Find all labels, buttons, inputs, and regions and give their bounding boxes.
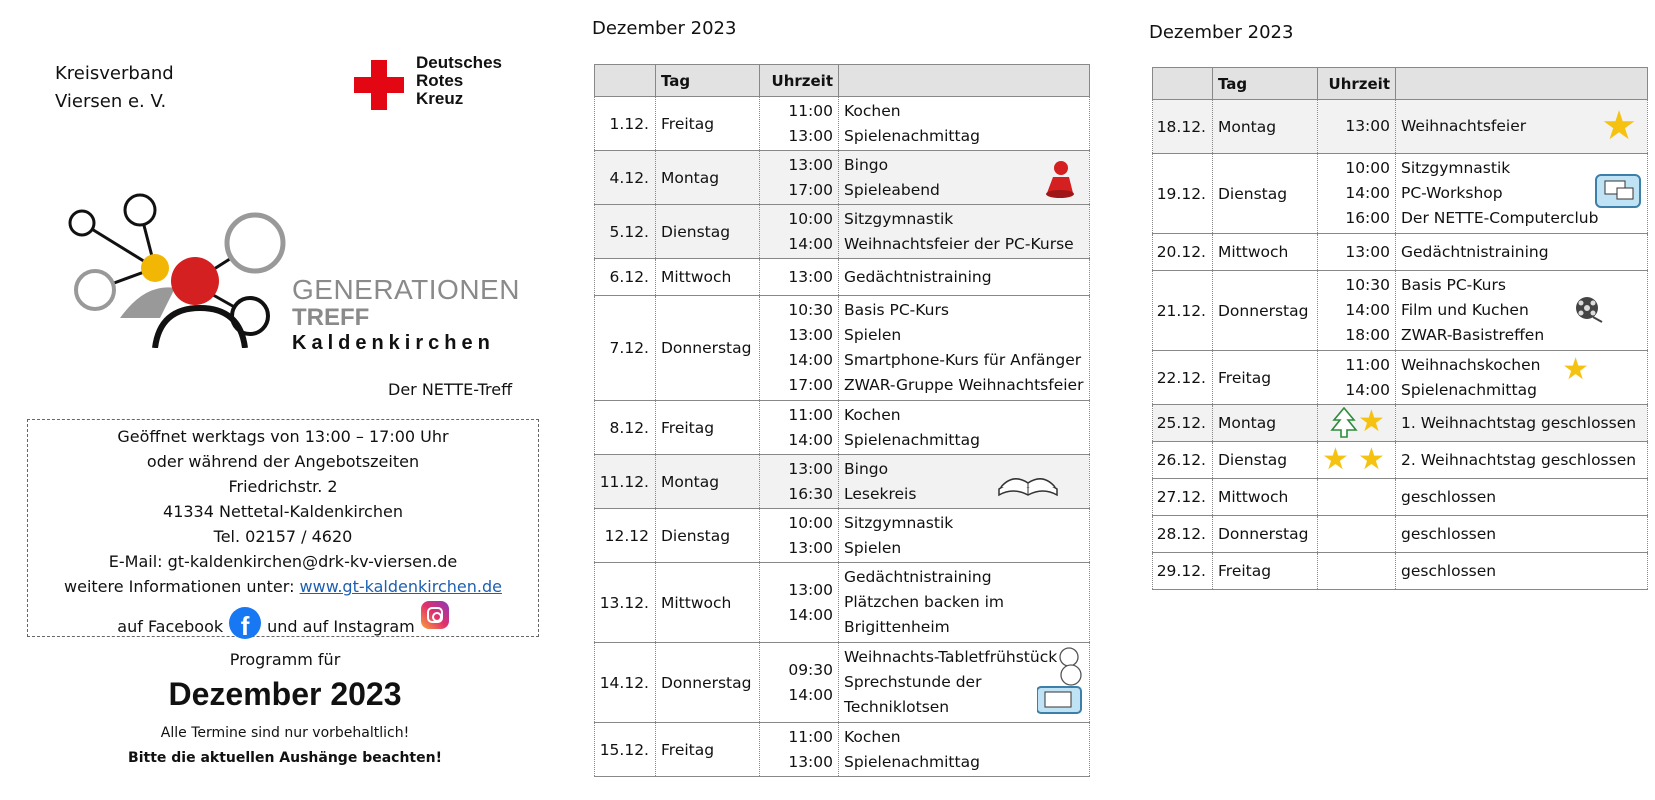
wordmark-line-2: TREFF xyxy=(292,304,370,331)
time-value: 17:00 xyxy=(788,376,833,394)
email: E-Mail: gt-kaldenkirchen@drk-kv-viersen.de xyxy=(108,552,458,571)
program-title: Dezember 2023 xyxy=(168,676,402,712)
date-cell: 5.12. xyxy=(595,205,656,259)
date-cell: 11.12. xyxy=(595,455,656,509)
table-row xyxy=(1153,271,1648,351)
time-value: 17:00 xyxy=(788,180,833,199)
wordmark-line-1: GENERATIONEN xyxy=(292,274,520,305)
date-cell: 13.12. xyxy=(595,563,656,643)
day-cell: Donnerstag xyxy=(1213,271,1318,351)
time-cell xyxy=(760,205,839,259)
day-cell: Freitag xyxy=(1213,351,1318,405)
instagram-icon[interactable] xyxy=(421,601,449,629)
activity-value: Spielenachmittag xyxy=(844,752,980,771)
date-cell: 25.12. xyxy=(1153,405,1213,442)
activity-cell xyxy=(839,643,1090,723)
time-value: 11:00 xyxy=(788,101,833,120)
time-cell xyxy=(760,259,839,296)
time-value: 11:00 xyxy=(788,727,833,746)
activity-value: Der NETTE-Computerclub xyxy=(1401,209,1599,227)
activity-cell xyxy=(1396,516,1648,553)
activity-cell xyxy=(1396,479,1648,516)
activity-cell xyxy=(839,97,1090,151)
activity-value: Basis PC-Kurs xyxy=(844,301,949,319)
film-reel-icon xyxy=(1573,295,1603,331)
time-cell xyxy=(1318,405,1396,442)
org-line-1: Kreisverband xyxy=(55,63,174,84)
red-cross-icon xyxy=(354,60,404,110)
day-cell: Mittwoch xyxy=(656,259,760,296)
date-cell: 21.12. xyxy=(1153,271,1213,351)
time-value: 14:00 xyxy=(788,351,833,369)
activity-value: 1. Weihnachtstag geschlossen xyxy=(1401,413,1637,432)
activity-cell xyxy=(839,205,1090,259)
date-cell: 19.12. xyxy=(1153,154,1213,234)
activity-cell xyxy=(1396,553,1648,590)
opening-alt: oder während der Angebotszeiten xyxy=(146,452,420,471)
table-row xyxy=(1153,516,1648,553)
date-cell: 22.12. xyxy=(1153,351,1213,405)
table-row xyxy=(1153,234,1648,271)
activity-value: Techniklotsen xyxy=(844,698,950,716)
time-value: 13:00 xyxy=(788,459,833,478)
opening-hours: Geöffnet werktags von 13:00 – 17:00 Uhr xyxy=(117,427,449,446)
time-value: 14:00 xyxy=(1345,380,1390,399)
activity-value: Lesekreis xyxy=(844,484,917,503)
time-cell xyxy=(1318,479,1396,516)
program-for-label: Programm für xyxy=(229,650,341,669)
time-value: 13:00 xyxy=(788,267,833,286)
table-row xyxy=(595,723,1090,777)
time-value: 10:00 xyxy=(788,513,833,532)
activity-value: Spielenachmittag xyxy=(844,430,980,449)
time-cell xyxy=(1318,100,1396,154)
date-cell: 20.12. xyxy=(1153,234,1213,271)
activity-value: Gedächtnistraining xyxy=(1401,242,1549,261)
game-piece-icon xyxy=(1041,159,1077,207)
time-cell xyxy=(760,296,839,401)
activity-value: Bingo xyxy=(844,155,889,174)
activity-cell xyxy=(1396,405,1648,442)
day-cell: Dienstag xyxy=(656,205,760,259)
time-value: 14:00 xyxy=(1345,301,1390,319)
date-cell: 4.12. xyxy=(595,151,656,205)
table-row xyxy=(595,97,1090,151)
activity-value: Sitzgymnastik xyxy=(1401,159,1511,177)
table-row xyxy=(595,296,1090,401)
activity-value: Gedächtnistraining xyxy=(844,568,992,586)
right-month-heading: Dezember 2023 xyxy=(1149,22,1294,43)
nette-treff-label: Der NETTE-Treff xyxy=(388,380,513,399)
time-value: 13:00 xyxy=(788,580,833,599)
day-cell: Freitag xyxy=(1213,553,1318,590)
facebook-label: auf Facebook xyxy=(117,617,224,636)
book-icon xyxy=(997,465,1059,507)
date-cell: 28.12. xyxy=(1153,516,1213,553)
more-info-prefix: weitere Informationen unter: xyxy=(64,577,300,596)
table-row xyxy=(595,151,1090,205)
day-cell: Freitag xyxy=(656,97,760,151)
time-cell xyxy=(1318,271,1396,351)
time-cell xyxy=(1318,351,1396,405)
activity-value: Kochen xyxy=(844,101,901,120)
time-cell xyxy=(760,643,839,723)
date-cell: 26.12. xyxy=(1153,442,1213,479)
activity-cell xyxy=(1396,100,1648,154)
star-icon: ★ xyxy=(1322,442,1349,477)
time-cell xyxy=(760,401,839,455)
activity-value: Kochen xyxy=(844,405,901,424)
info-box xyxy=(27,419,539,637)
notice: Bitte die aktuellen Aushänge beachten! xyxy=(128,750,442,766)
day-cell: Donnerstag xyxy=(656,643,760,723)
day-cell: Mittwoch xyxy=(1213,234,1318,271)
activity-value: Plätzchen backen im xyxy=(844,593,1004,611)
time-cell xyxy=(1318,154,1396,234)
time-value: 11:00 xyxy=(1345,355,1390,374)
date-cell: 7.12. xyxy=(595,296,656,401)
activity-cell xyxy=(1396,234,1648,271)
time-value: 14:00 xyxy=(788,430,833,449)
table-row xyxy=(595,259,1090,296)
table-row xyxy=(1153,553,1648,590)
activity-value: Bingo xyxy=(844,459,889,478)
activity-value: Weihnachtsfeier der PC-Kurse xyxy=(844,234,1074,253)
day-cell: Montag xyxy=(1213,405,1318,442)
table-row xyxy=(1153,442,1648,479)
schedule-table-first-half xyxy=(594,64,1090,777)
time-cell xyxy=(760,151,839,205)
date-cell: 14.12. xyxy=(595,643,656,723)
header-uhrzeit: Uhrzeit xyxy=(760,65,839,97)
time-value: 18:00 xyxy=(1345,326,1390,344)
telephone: Tel. 02157 / 4620 xyxy=(213,527,353,546)
time-cell xyxy=(1318,516,1396,553)
drk-text-line-1: Deutsches xyxy=(416,53,502,72)
activity-cell xyxy=(1396,442,1648,479)
day-cell: Dienstag xyxy=(1213,442,1318,479)
day-cell: Mittwoch xyxy=(1213,479,1318,516)
time-value: 13:00 xyxy=(788,538,833,557)
activity-cell xyxy=(839,259,1090,296)
activity-value: Spielen xyxy=(844,326,902,344)
org-line-2: Viersen e. V. xyxy=(55,91,167,112)
wordmark-line-3: Kaldenkirchen xyxy=(292,332,495,354)
star-icon: ★ xyxy=(1601,103,1637,149)
header-date xyxy=(1153,68,1213,100)
day-cell: Montag xyxy=(656,151,760,205)
activity-value: geschlossen xyxy=(1401,524,1497,543)
activity-value: Kochen xyxy=(844,727,901,746)
table-row xyxy=(595,205,1090,259)
star-icon: ★ xyxy=(1358,442,1385,477)
header-tag: Tag xyxy=(656,65,760,97)
activity-cell xyxy=(839,401,1090,455)
time-value: 13:00 xyxy=(1345,117,1390,135)
activity-value: Sitzgymnastik xyxy=(844,513,954,532)
activity-cell xyxy=(839,723,1090,777)
drk-text-line-3: Kreuz xyxy=(416,89,464,108)
time-value: 13:00 xyxy=(788,155,833,174)
header-uhrzeit: Uhrzeit xyxy=(1318,68,1396,100)
day-cell: Dienstag xyxy=(656,509,760,563)
day-cell: Donnerstag xyxy=(1213,516,1318,553)
time-value: 10:00 xyxy=(788,209,833,228)
time-cell xyxy=(1318,442,1396,479)
date-cell: 12.12 xyxy=(595,509,656,563)
table-row xyxy=(595,643,1090,723)
time-cell xyxy=(1318,234,1396,271)
disclaimer: Alle Termine sind nur vorbehaltlich! xyxy=(160,725,410,741)
activity-cell xyxy=(839,151,1090,205)
organization-name xyxy=(55,60,174,116)
computer-icon xyxy=(1595,174,1641,216)
day-cell: Montag xyxy=(656,455,760,509)
activity-value: Sitzgymnastik xyxy=(844,209,954,228)
time-value: 14:00 xyxy=(788,685,833,704)
table-row xyxy=(595,401,1090,455)
street: Friedrichstr. 2 xyxy=(228,477,338,496)
activity-cell xyxy=(1396,351,1648,405)
time-value: 10:00 xyxy=(1345,159,1390,177)
star-icon: ★ xyxy=(1562,352,1589,387)
drk-text-line-2: Rotes xyxy=(416,71,464,90)
table-row xyxy=(595,563,1090,643)
activity-value: Spielenachmittag xyxy=(1401,380,1537,399)
time-value: 11:00 xyxy=(788,405,833,424)
star-icon: ★ xyxy=(1358,404,1385,439)
activity-value: PC-Workshop xyxy=(1401,184,1503,202)
website-link[interactable]: www.gt-kaldenkirchen.de xyxy=(299,577,502,596)
activity-value: Weihnachskochen xyxy=(1401,355,1541,374)
tablet-breakfast-icon xyxy=(1037,645,1087,723)
date-cell: 8.12. xyxy=(595,401,656,455)
time-value: 14:00 xyxy=(788,234,833,253)
time-value: 14:00 xyxy=(1345,184,1390,202)
time-value: 16:30 xyxy=(788,484,833,503)
time-value: 10:30 xyxy=(788,301,833,319)
time-value: 09:30 xyxy=(788,660,833,679)
activity-value: geschlossen xyxy=(1401,561,1497,580)
table-row xyxy=(595,509,1090,563)
time-cell xyxy=(760,723,839,777)
time-value: 13:00 xyxy=(788,326,833,344)
time-value: 16:00 xyxy=(1345,209,1390,227)
table-row xyxy=(1153,479,1648,516)
table-row xyxy=(595,455,1090,509)
time-value: 13:00 xyxy=(788,126,833,145)
activity-value: Weihnachts-Tabletfrühstück xyxy=(844,648,1058,666)
activity-value: Weihnachtsfeier xyxy=(1401,117,1527,135)
time-value: 13:00 xyxy=(1345,242,1390,261)
activity-value: Spielenachmittag xyxy=(844,126,980,145)
activity-value: Spieleabend xyxy=(844,180,940,199)
date-cell: 18.12. xyxy=(1153,100,1213,154)
generationentreff-logo-icon xyxy=(60,188,290,348)
table-row xyxy=(1153,351,1648,405)
activity-value: geschlossen xyxy=(1401,487,1497,506)
generationentreff-wordmark xyxy=(292,275,520,355)
day-cell: Montag xyxy=(1213,100,1318,154)
more-info xyxy=(28,574,538,599)
header-activity xyxy=(1396,68,1648,100)
social-row xyxy=(28,601,538,639)
header-tag: Tag xyxy=(1213,68,1318,100)
activity-value: 2. Weihnachtstag geschlossen xyxy=(1401,450,1637,469)
instagram-label: und auf Instagram xyxy=(267,617,415,636)
day-cell: Freitag xyxy=(656,401,760,455)
day-cell: Freitag xyxy=(656,723,760,777)
middle-month-heading: Dezember 2023 xyxy=(592,18,737,39)
activity-cell xyxy=(839,455,1090,509)
activity-cell xyxy=(839,509,1090,563)
activity-cell xyxy=(839,296,1090,401)
date-cell: 27.12. xyxy=(1153,479,1213,516)
facebook-icon[interactable]: f xyxy=(229,607,261,639)
activity-value: Gedächtnistraining xyxy=(844,267,992,286)
time-cell xyxy=(760,97,839,151)
time-value: 13:00 xyxy=(788,752,833,771)
table-row xyxy=(1153,405,1648,442)
activity-value: ZWAR-Basistreffen xyxy=(1401,326,1545,344)
activity-value: Sprechstunde der xyxy=(844,673,982,691)
time-value: 10:30 xyxy=(1345,276,1390,294)
time-cell xyxy=(760,563,839,643)
date-cell: 15.12. xyxy=(595,723,656,777)
table-row xyxy=(1153,154,1648,234)
date-cell: 29.12. xyxy=(1153,553,1213,590)
date-cell: 6.12. xyxy=(595,259,656,296)
time-cell xyxy=(1318,553,1396,590)
drk-logo xyxy=(354,54,502,110)
day-cell: Dienstag xyxy=(1213,154,1318,234)
activity-value: Brigittenheim xyxy=(844,618,950,636)
date-cell: 1.12. xyxy=(595,97,656,151)
day-cell: Mittwoch xyxy=(656,563,760,643)
time-cell xyxy=(760,455,839,509)
activity-value: Spielen xyxy=(844,538,902,557)
activity-value: ZWAR-Gruppe Weihnachtsfeier xyxy=(844,376,1084,394)
activity-cell xyxy=(1396,154,1648,234)
activity-value: Basis PC-Kurs xyxy=(1401,276,1506,294)
schedule-table-second-half xyxy=(1152,67,1648,590)
day-cell: Donnerstag xyxy=(656,296,760,401)
time-cell xyxy=(760,509,839,563)
time-value: 14:00 xyxy=(788,605,833,624)
table-row xyxy=(1153,100,1648,154)
activity-value: Smartphone-Kurs für Anfänger xyxy=(844,351,1082,369)
activity-cell xyxy=(1396,271,1648,351)
city: 41334 Nettetal-Kaldenkirchen xyxy=(163,502,403,521)
header-date xyxy=(595,65,656,97)
activity-cell xyxy=(839,563,1090,643)
activity-value: Film und Kuchen xyxy=(1401,301,1529,319)
header-activity xyxy=(839,65,1090,97)
